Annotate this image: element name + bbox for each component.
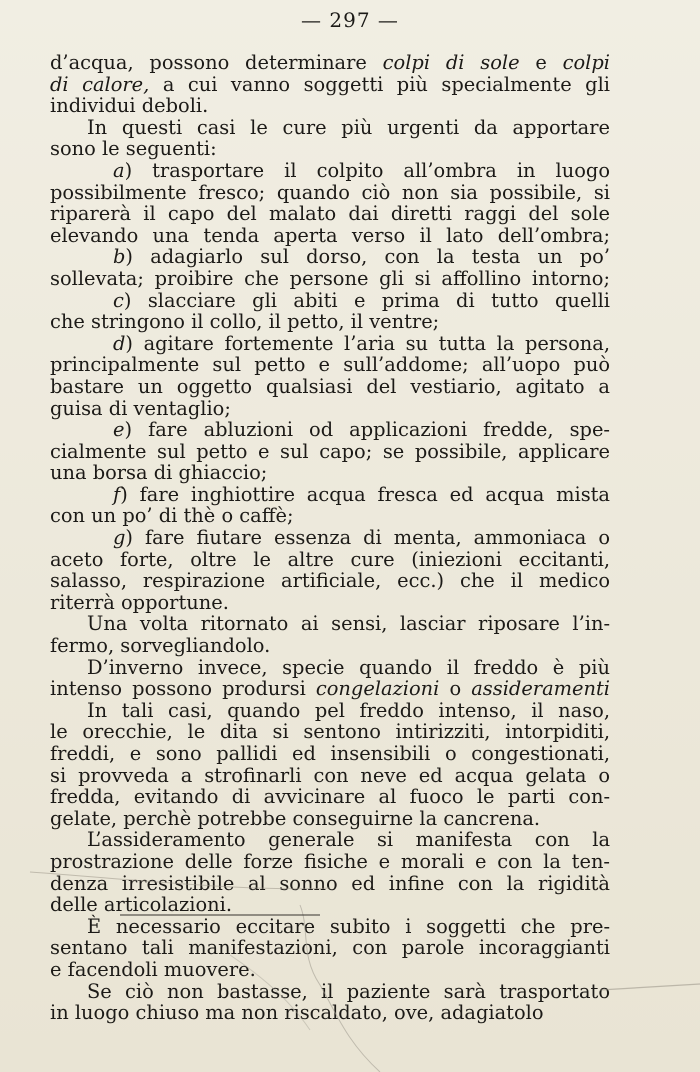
- text-segment: che stringono il collo, il petto, il ventre;: [50, 310, 440, 334]
- text-line: [50, 570, 610, 592]
- text-segment: o: [439, 677, 472, 701]
- text-line: [50, 981, 610, 1003]
- text-segment: a cui vanno soggetti più specialmente gli: [149, 72, 610, 96]
- text-segment: fermo, sorvegliandolo.: [50, 634, 271, 658]
- italic-term: assideramenti: [471, 677, 610, 701]
- text-line: [50, 678, 610, 700]
- text-line: [50, 916, 610, 938]
- text-segment: riparerà il capo del malato dai diretti raggi del sole: [50, 202, 610, 226]
- text-line: [50, 225, 610, 247]
- text-line: [50, 95, 610, 117]
- text-segment: gelate, perchè potrebbe conseguirne la cancrena.: [50, 806, 541, 830]
- text-line: [50, 592, 610, 614]
- text-line: [50, 549, 610, 571]
- italic-term: a: [113, 158, 125, 182]
- text-segment: una borsa di ghiaccio;: [50, 461, 268, 485]
- text-line: [50, 635, 610, 657]
- text-line: [50, 527, 610, 549]
- text-line: [50, 311, 610, 333]
- text-segment: ) fare fiutare essenza di menta, ammoniaca o: [125, 526, 610, 550]
- text-segment: principalmente sul petto e sull’addome; all’uopo può: [50, 353, 610, 377]
- text-segment: individui deboli.: [50, 94, 209, 118]
- text-segment: cialmente sul petto e sul capo; se possibile, applicare: [50, 439, 610, 463]
- text-line: [50, 484, 610, 506]
- text-line: [50, 117, 610, 139]
- text-segment: riterrà opportune.: [50, 590, 229, 614]
- italic-term: di calore,: [50, 72, 150, 96]
- text-segment: delle articolazioni.: [50, 893, 232, 917]
- text-line: [50, 657, 610, 679]
- text-line: [50, 786, 610, 808]
- text-segment: ) adagiarlo sul dorso, con la testa un po’: [125, 245, 610, 269]
- text-segment: bastare un oggetto qualsiasi del vestiario, agitato a: [50, 374, 610, 398]
- text-line: [50, 333, 610, 355]
- text-line: [50, 700, 610, 722]
- text-line: [50, 505, 610, 527]
- text-segment: ) agitare fortemente l’aria su tutta la persona,: [125, 331, 610, 355]
- italic-term: c: [113, 288, 124, 312]
- italic-term: g: [113, 526, 126, 550]
- text-segment: elevando una tenda aperta verso il lato dell’ombra;: [50, 223, 610, 247]
- text-line: [50, 613, 610, 635]
- text-segment: possibilmente fresco; quando ciò non sia possibile, si: [50, 180, 610, 204]
- text-line: [50, 290, 610, 312]
- text-segment: ) fare inghiottire acqua fresca ed acqua mista: [120, 482, 610, 506]
- text-line: [50, 203, 610, 225]
- text-line: [50, 419, 610, 441]
- italic-term: colpi di sole: [382, 51, 520, 74]
- text-line: [50, 873, 610, 895]
- text-line: [50, 937, 610, 959]
- text-line: [50, 894, 610, 916]
- text-segment: In tali casi, quando pel freddo intenso, il naso,: [87, 698, 610, 722]
- text-line: [50, 721, 610, 743]
- text-segment: intenso possono prodursi: [50, 677, 316, 701]
- text-segment: sollevata; proibire che persone gli si affollino intorno;: [50, 266, 610, 290]
- text-segment: con un po’ di thè o caffè;: [50, 504, 294, 528]
- text-line: [50, 829, 610, 851]
- text-segment: e: [519, 51, 563, 74]
- text-line: [50, 74, 610, 96]
- text-segment: Una volta ritornato ai sensi, lasciar riposare l’in-: [87, 612, 610, 636]
- text-segment: in luogo chiuso ma non riscaldato, ove, adagiatolo: [50, 1001, 544, 1025]
- text-segment: In questi casi le cure più urgenti da apportare: [87, 115, 610, 139]
- italic-term: colpi: [562, 51, 610, 74]
- text-segment: sono le seguenti:: [50, 137, 217, 161]
- italic-term: f: [113, 482, 121, 506]
- text-segment: guisa di ventaglio;: [50, 396, 231, 420]
- text-line: [50, 376, 610, 398]
- text-line: [50, 398, 610, 420]
- text-line: [50, 851, 610, 873]
- text-line: [50, 52, 610, 74]
- text-segment: ) trasportare il colpito all’ombra in luogo: [124, 158, 610, 182]
- text-line: [50, 765, 610, 787]
- text-line: [50, 462, 610, 484]
- text-segment: D’inverno invece, specie quando il freddo è più: [87, 655, 610, 679]
- text-segment: Se ciò non bastasse, il paziente sarà trasportato: [87, 979, 610, 1003]
- text-segment: fredda, evitando di avvicinare al fuoco le parti con-: [50, 785, 610, 809]
- page-number: — 297 —: [301, 8, 399, 32]
- text-line: [50, 182, 610, 204]
- italic-term: congelazioni: [315, 677, 440, 701]
- text-line: [50, 1002, 610, 1024]
- italic-term: e: [113, 418, 125, 442]
- italic-term: b: [113, 245, 126, 269]
- text-segment: d’acqua, possono determinare: [50, 51, 383, 74]
- text-line: [50, 138, 610, 160]
- text-line: [50, 743, 610, 765]
- text-segment: prostrazione delle forze fisiche e morali e con la ten-: [50, 849, 610, 873]
- text-line: [50, 246, 610, 268]
- text-segment: sentano tali manifestazioni, con parole incoraggianti: [50, 936, 610, 960]
- text-line: [50, 354, 610, 376]
- text-segment: denza irresistibile al sonno ed infine con la rigidità: [50, 871, 610, 895]
- text-segment: salasso, respirazione artificiale, ecc.) che il medico: [50, 569, 610, 593]
- text-line: [50, 441, 610, 463]
- text-segment: È necessario eccitare subito i soggetti che pre-: [87, 914, 610, 938]
- italic-term: d: [113, 331, 126, 355]
- text-segment: aceto forte, oltre le altre cure (iniezioni eccitanti,: [50, 547, 610, 571]
- text-line: [50, 808, 610, 830]
- text-line: [50, 959, 610, 981]
- body-text: [50, 52, 610, 1024]
- text-segment: freddi, e sono pallidi ed insensibili o congestionati,: [50, 742, 610, 765]
- text-segment: si provveda a strofinarli con neve ed acqua gelata o: [50, 763, 610, 787]
- text-segment: ) slacciare gli abiti e prima di tutto quelli: [123, 288, 610, 312]
- text-segment: e facendoli muovere.: [50, 957, 256, 981]
- text-segment: L’assideramento generale si manifesta con la: [87, 828, 610, 852]
- text-line: [50, 160, 610, 182]
- text-line: [50, 268, 610, 290]
- text-segment: ) fare abluzioni od applicazioni fredde, spe-: [124, 418, 610, 442]
- text-segment: le orecchie, le dita si sentono intirizziti, intorpiditi,: [50, 720, 610, 744]
